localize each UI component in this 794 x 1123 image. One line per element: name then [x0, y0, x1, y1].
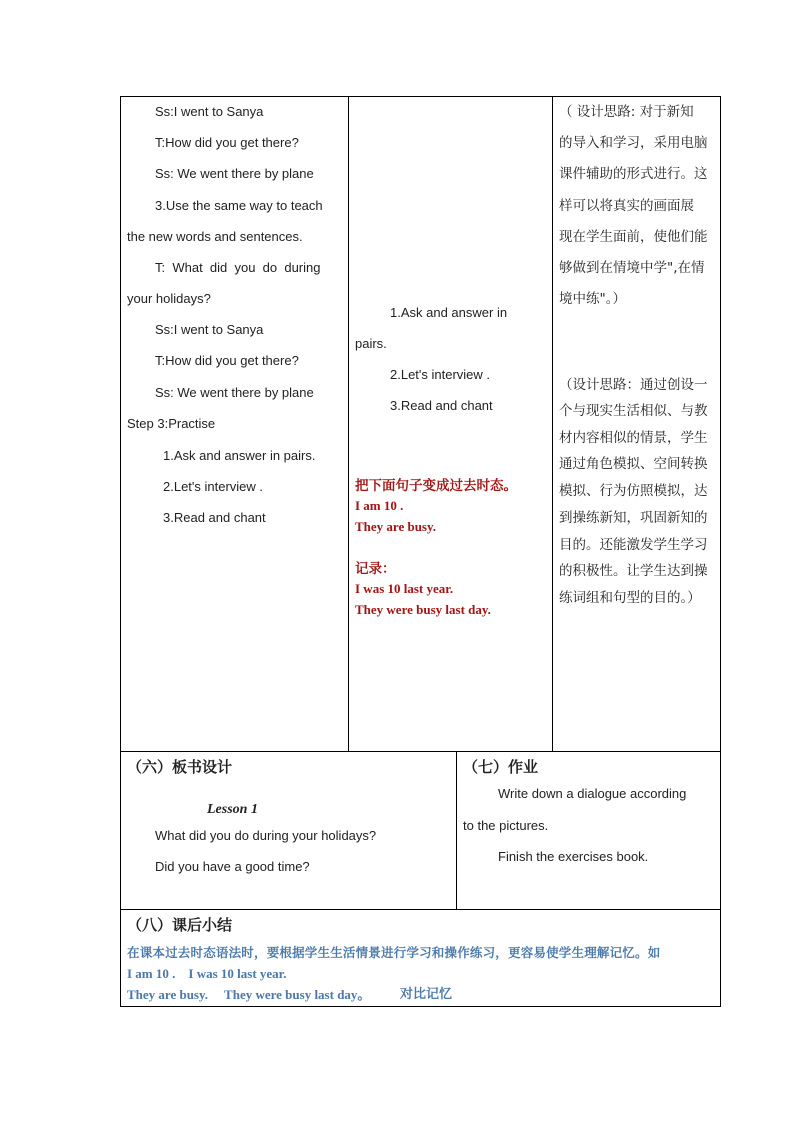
rationale-line: 练词组和句型的目的。） — [559, 590, 701, 606]
rationale-line: 的积极性。让学生达到操 — [559, 563, 708, 579]
step-line: Ss: We went there by plane — [155, 166, 314, 181]
rationale-line: 境中练"。） — [559, 291, 626, 307]
step-line: Ss: We went there by plane — [155, 385, 314, 400]
rationale-line: 到操练新知，巩固新知的 — [559, 510, 708, 526]
record-sentence: I was 10 last year. — [355, 581, 454, 596]
step-line: 2.Let's interview . — [163, 479, 264, 494]
step-line: your holidays? — [127, 291, 211, 306]
activity-line: 2.Let's interview . — [390, 367, 491, 382]
divider-mid-right — [552, 96, 553, 752]
summary-example: I am 10 . I was 10 last year. — [127, 966, 287, 981]
divider-row-board — [120, 751, 721, 752]
exercise-sentence: They are busy. — [355, 519, 437, 534]
homework-line: Write down a dialogue according — [498, 786, 687, 801]
step-line: T:How did you get there? — [155, 353, 299, 368]
step-line: T:How did you get there? — [155, 135, 299, 150]
step-line: T: What did you do during — [155, 260, 321, 275]
board-line: What did you do during your holidays? — [155, 828, 377, 843]
step-line: the new words and sentences. — [127, 229, 303, 244]
rationale-line: 目的。还能激发学生学习 — [559, 537, 708, 553]
record-label: 记录： — [355, 561, 396, 577]
exercise-sentence: I am 10 . — [355, 498, 404, 513]
board-line: Did you have a good time? — [155, 859, 310, 874]
summary-text: 在课本过去时态语法时，要根据学生生活情景进行学习和操作练习，更容易使学生理解记忆。如 — [127, 945, 661, 960]
rationale-line: 现在学生面前，使他们能 — [559, 229, 708, 245]
activity-line: 1.Ask and answer in — [390, 305, 508, 320]
board-design-title: （六）板书设计 — [127, 758, 233, 776]
rationale-line: （ 设计思路: 对于新知 — [559, 104, 694, 120]
record-sentence: They were busy last day. — [355, 602, 491, 617]
rationale-line: 的导入和学习，采用电脑 — [559, 135, 708, 151]
rationale-line: 模拟、行为仿照模拟，达 — [559, 483, 708, 499]
homework-line: to the pictures. — [463, 818, 549, 833]
rationale-line: （设计思路：通过创设一 — [559, 377, 708, 393]
step-line: 3.Read and chant — [163, 510, 266, 525]
step-line: 1.Ask and answer in pairs. — [163, 448, 316, 463]
board-lesson-title: Lesson 1 — [207, 802, 258, 817]
rationale-line: 通过角色模拟、空间转换 — [559, 456, 708, 472]
rationale-line: 个与现实生活相似、与教 — [559, 403, 708, 419]
activity-line: 3.Read and chant — [390, 398, 493, 413]
homework-line: Finish the exercises book. — [498, 849, 649, 864]
homework-title: （七）作业 — [463, 758, 539, 776]
rationale-line: 样可以将真实的画面展 — [559, 198, 694, 214]
summary-title: （八）课后小结 — [127, 916, 233, 934]
step-line: 3.Use the same way to teach — [155, 198, 323, 213]
summary-example: They are busy. They were busy last day。 — [127, 987, 371, 1002]
exercise-instruction: 把下面句子变成过去时态。 — [355, 478, 517, 494]
divider-board-homework — [456, 751, 457, 909]
step-line: Ss:I went to Sanya — [155, 322, 264, 337]
rationale-line: 课件辅助的形式进行。这 — [559, 166, 708, 182]
rationale-line: 够做到在情境中学",在情 — [559, 260, 705, 276]
step-heading: Step 3:Practise — [127, 416, 216, 431]
divider-row-summary — [120, 909, 721, 910]
rationale-line: 材内容相似的情景，学生 — [559, 430, 708, 446]
divider-left-mid — [348, 96, 349, 752]
step-line: Ss:I went to Sanya — [155, 104, 264, 119]
summary-compare-note: 对比记忆 — [400, 987, 453, 1002]
activity-line: pairs. — [355, 336, 387, 351]
